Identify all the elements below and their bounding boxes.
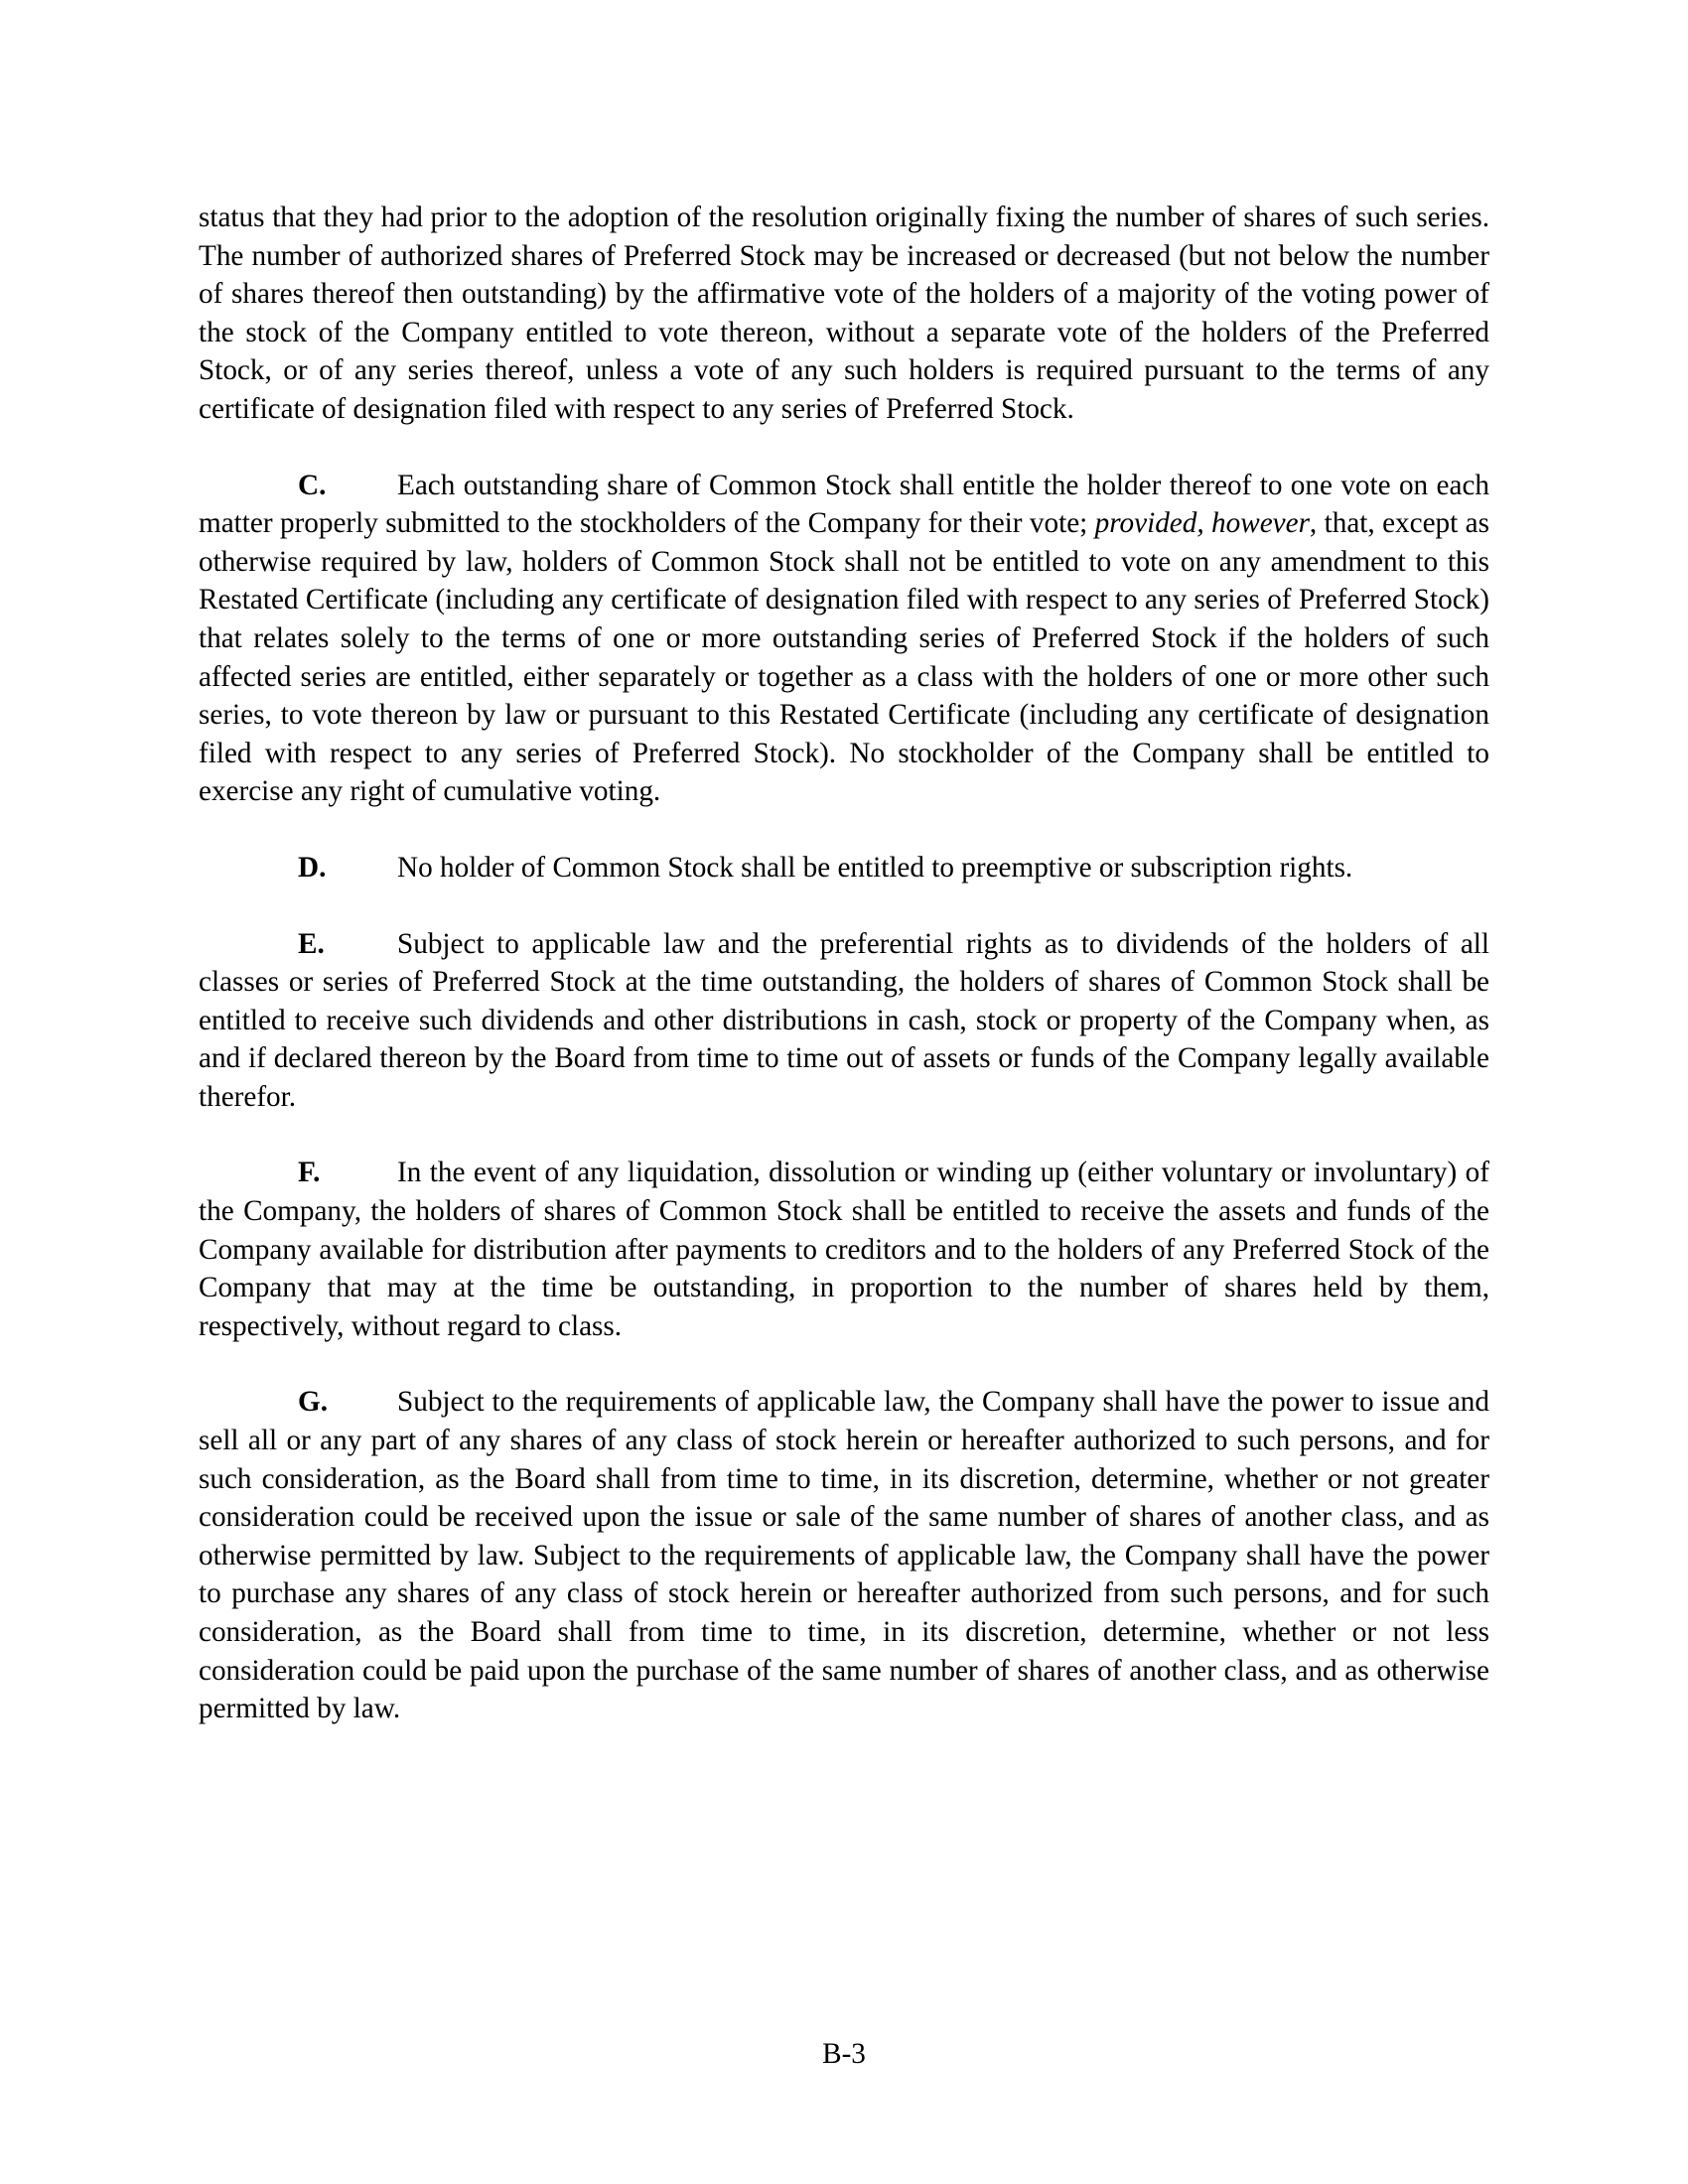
section-c-text-before: Each outstanding share of Common Stock shall entitle the holder thereof to one vote on each matter properly submitted to the stockholders of the Company for their vote; — [199, 469, 1489, 540]
section-e-label: E. — [298, 927, 325, 960]
document-page — [199, 199, 1489, 1766]
section-d-paragraph — [199, 849, 1489, 887]
page-number: B-3 — [822, 2038, 866, 2070]
section-f-paragraph — [199, 1154, 1489, 1345]
section-g-label: G. — [298, 1386, 328, 1419]
section-e-paragraph — [199, 925, 1489, 1117]
section-c-paragraph — [199, 467, 1489, 811]
section-c-italic: provided, however — [1094, 507, 1310, 540]
section-d-label: D. — [298, 851, 327, 884]
section-e-text: Subject to applicable law and the preferential rights as to dividends of the holders of all classes or series of Preferred Stock at the time outstanding, the holders of shares of Common Stock shall be entitled to receive such dividends and other distributions in cash, stock or property of the Company when, as and if declared thereon by the Board from time to time out of assets or funds of the Company legally available therefor. — [199, 927, 1489, 1113]
section-c-text-after: , that, except as otherwise required by law, holders of Common Stock shall not be entitled to vote on any amendment to this Restated Certificate (including any certificate of designation filed with respect to any series of Preferred Stock) that relates solely to the terms of one or more outstanding series of Preferred Stock if the holders of such affected series are entitled, either separately or together as a class with the holders of one or more other such series, to vote thereon by law or pursuant to this Restated Certificate (including any certificate of designation filed with respect to any series of Preferred Stock). No stockholder of the Company shall be entitled to exercise any right of cumulative voting. — [199, 507, 1489, 808]
continuation-paragraph: status that they had prior to the adoption of the resolution originally fixing the number of shares of such series. The number of authorized shares of Preferred Stock may be increased or decreased (but not below the number of shares thereof then outstanding) by the affirmative vote of the holders of a majority of the voting power of the stock of the Company entitled to vote thereon, without a separate vote of the holders of the Preferred Stock, or of any series thereof, unless a vote of any such holders is required pursuant to the terms of any certificate of designation filed with respect to any series of Preferred Stock. — [199, 202, 1489, 425]
section-f-text: In the event of any liquidation, dissolution or winding up (either voluntary or involuntary) of the Company, the holders of shares of Common Stock shall be entitled to receive the assets and funds of the Company available for distribution after payments to creditors and to the holders of any Preferred Stock of the Company that may at the time be outstanding, in proportion to the number of shares held by them, respectively, without regard to class. — [199, 1157, 1489, 1342]
section-f-label: F. — [298, 1157, 321, 1189]
section-g-paragraph — [199, 1383, 1489, 1727]
section-g-text: Subject to the requirements of applicable law, the Company shall have the power to issue and sell all or any part of any shares of any class of stock herein or hereafter authorized to such persons, and for such consideration, as the Board shall from time to time, in its discretion, determine, whether or not greater consideration could be received upon the issue or sale of the same number of shares of another class, and as otherwise permitted by law. Subject to the requirements of applicable law, the Company shall have the power to purchase any shares of any class of stock herein or hereafter authorized from such persons, and for such consideration, as the Board shall from time to time, in its discretion, determine, whether or not less consideration could be paid upon the purchase of the same number of shares of another class, and as otherwise permitted by law. — [199, 1386, 1489, 1725]
section-d-text: No holder of Common Stock shall be entitled to preemptive or subscription rights. — [397, 851, 1353, 884]
section-c-label: C. — [298, 469, 327, 501]
